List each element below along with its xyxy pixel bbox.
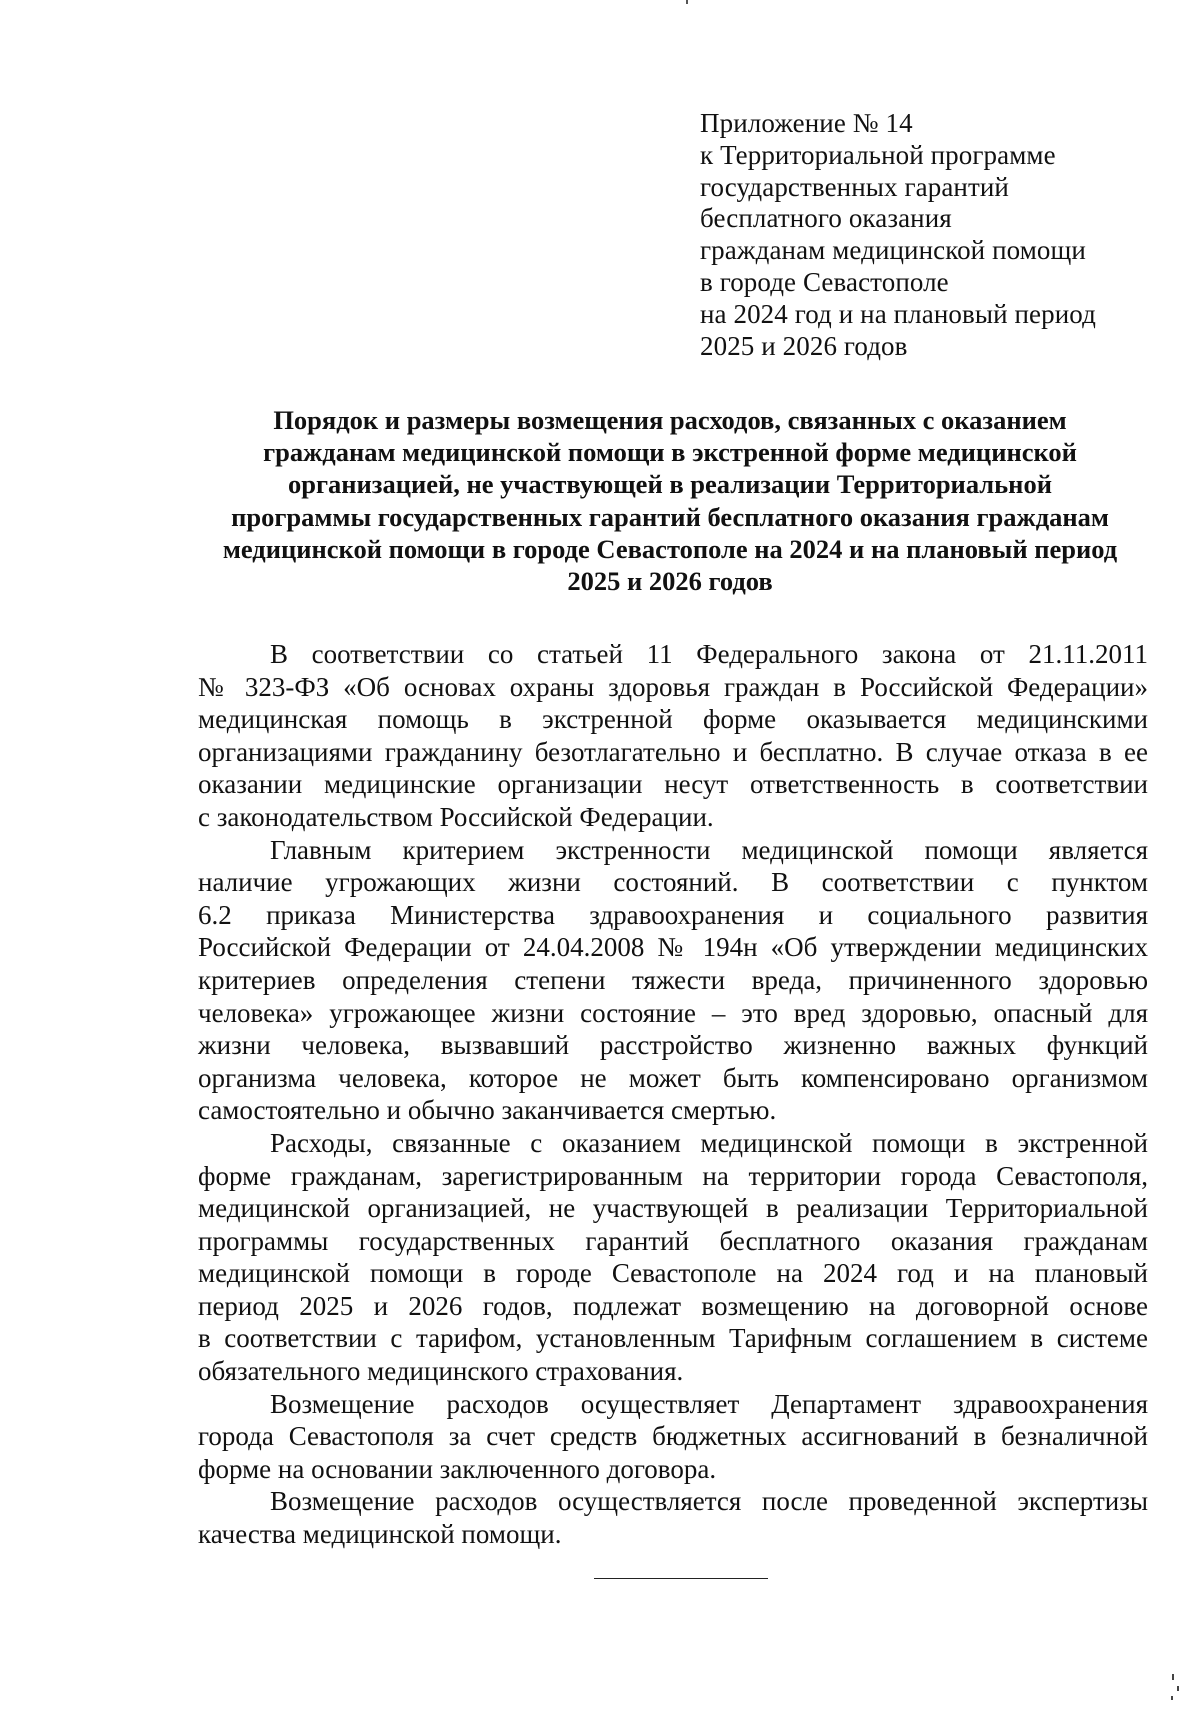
paragraph-line: Главным критерием экстренности медицинской помощи является [270,834,1148,865]
paragraph [198,1485,1148,1550]
paragraph-line: медицинская помощь в экстренной форме оказывается медицинскими [198,704,1148,735]
end-divider [594,1578,768,1579]
paragraph-line: качества медицинской помощи. [198,1519,562,1550]
appendix-line: 2025 и 2026 годов [700,330,908,361]
paragraph-line: Возмещение расходов осуществляется после проведенной экспертизы [270,1486,1148,1517]
paragraph-line: форме на основании заключенного договора. [198,1453,717,1484]
paragraph-line: организациями гражданину безотлагательно и бесплатно. В случае отказа в ее [198,736,1148,767]
paragraph-line: форме гражданам, зарегистрированным на территории города Севастополя, [198,1160,1148,1191]
paragraph-line: В соответствии со статьей 11 Федерального закона от 21.11.2011 [270,639,1148,669]
paragraph-line: программы государственных гарантий бесплатного оказания гражданам [198,1225,1148,1256]
paragraph-line: медицинской организацией, не участвующей в реализации Территориальной [198,1193,1148,1224]
appendix-header [700,108,1160,362]
document-body [198,638,1148,1551]
appendix-line: гражданам медицинской помощи [700,235,1086,266]
appendix-line: бесплатного оказания [700,203,952,234]
paragraph-line: организма человека, которое не может быть компенсировано организмом [198,1062,1148,1093]
paragraph [198,834,1148,1127]
paragraph-line: жизни человека, вызвавший расстройство жизненно важных функций [198,1030,1148,1061]
title-line: программы государственных гарантий бесплатного оказания гражданам [231,501,1109,532]
appendix-line: государственных гарантий [700,171,1009,202]
title-line: гражданам медицинской помощи в экстренной форме медицинской [263,437,1077,468]
paragraph-line: медицинской помощи в городе Севастополе на 2024 год и на плановый [198,1258,1148,1289]
paragraph-line: № 323-ФЗ «Об основах охраны здоровья граждан в Российской Федерации» [198,671,1148,702]
appendix-line: в городе Севастополе [700,266,949,297]
paragraph-line: обязательного медицинского страхования. [198,1356,684,1387]
title-line: организацией, не участвующей в реализации Территориальной [288,469,1052,500]
appendix-line: Приложение № 14 [700,108,913,138]
paragraph [198,638,1148,834]
title-line: медицинской помощи в городе Севастополе на 2024 и на плановый период [222,533,1118,564]
paragraph-line: с законодательством Российской Федерации. [198,801,714,832]
paragraph-line: Российской Федерации от 24.04.2008 № 194н «Об утверждении медицинских [198,932,1148,963]
paragraph [198,1388,1148,1486]
title-line: 2025 и 2026 годов [567,566,773,597]
paragraph-line: наличие угрожающих жизни состояний. В соответствии с пунктом [198,867,1148,898]
paragraph-line: период 2025 и 2026 годов, подлежат возмещению на договорной основе [198,1290,1148,1321]
paragraph-line: в соответствии с тарифом, установленным Тарифным соглашением в системе [198,1323,1148,1354]
paragraph-line: самостоятельно и обычно заканчивается смертью. [198,1095,777,1126]
title-line: Порядок и размеры возмещения расходов, связанных с оказанием [273,405,1067,435]
appendix-line: на 2024 год и на плановый период [700,298,1096,329]
appendix-line: к Территориальной программе [700,139,1056,170]
paragraph-line: человека» угрожающее жизни состояние – это вред здоровью, опасный для [198,997,1148,1028]
paragraph-line: Расходы, связанные с оказанием медицинской помощи в экстренной [270,1127,1148,1158]
paragraph-line: города Севастополя за счет средств бюджетных ассигнований в безналичной [198,1421,1148,1452]
scan-mark [1168,1674,1182,1702]
paragraph-line: 6.2 приказа Министерства здравоохранения и социального развития [198,899,1148,930]
paragraph-line: Возмещение расходов осуществляет Департамент здравоохранения [270,1388,1148,1419]
document-title [190,404,1150,597]
scan-mark [686,0,688,4]
paragraph-line: оказании медицинские организации несут ответственность в соответствии [198,769,1148,800]
paragraph-line: критериев определения степени тяжести вреда, причиненного здоровью [198,964,1148,995]
paragraph [198,1127,1148,1388]
